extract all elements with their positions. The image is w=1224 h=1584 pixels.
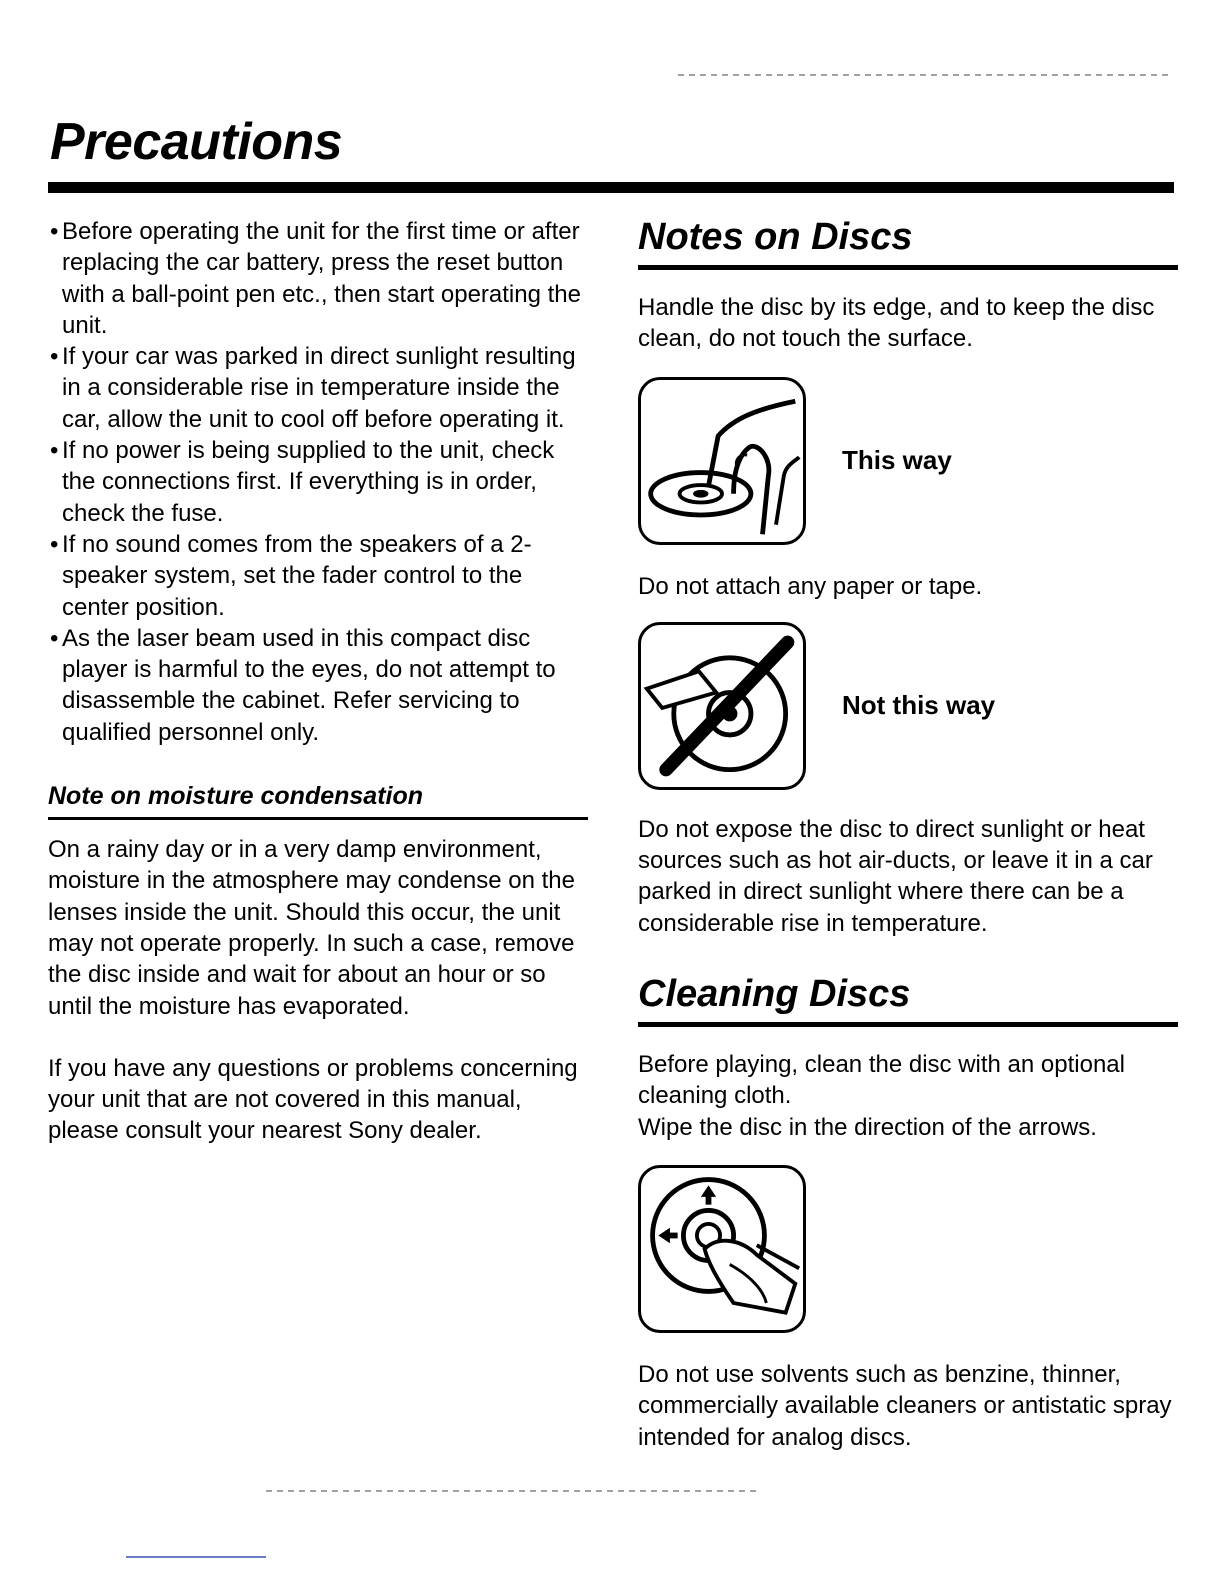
left-column [48,216,588,1147]
figure-row-not-this-way [638,622,1178,790]
not-this-way-caption: Not this way [842,690,996,721]
title-rule [48,182,1174,193]
wipe-disc-arrows-icon [641,1168,803,1330]
moisture-body: On a rainy day or in a very damp environment, moisture in the atmosphere may condense on the lenses inside the unit. Should this occur, the unit may not operate properly. In such a case, remove the disc inside and wait for about an hour or so until the moisture has evaporated. [48,836,575,1020]
right-column [638,216,1178,1453]
disc-handling-illustration [638,377,806,545]
moisture-heading: Note on moisture condensation [48,782,588,820]
scan-artifact-top [678,74,1172,76]
solvents-note: Do not use solvents such as benzine, thinner, commercially available cleaners or antistatic spray intended for analog discs. [638,1360,1172,1451]
sunlight-note: Do not expose the disc to direct sunlight or heat sources such as hot air-ducts, or leave it in a car parked in direct sunlight where there can be a considerable rise in temperature. [638,815,1153,937]
disc-with-tape-illustration [638,622,806,790]
cleaning-instruction: Before playing, clean the disc with an optional cleaning cloth. [638,1051,1125,1110]
list-item: • If your car was parked in direct sunlight resulting in a considerable rise in temperature inside the car, allow the unit to cool off before operating it. [48,341,588,435]
notes-on-discs-heading: Notes on Discs [638,216,1178,270]
handle-disc-note: Handle the disc by its edge, and to keep the disc clean, do not touch the surface. [638,294,1155,353]
contact-note: If you have any questions or problems concerning your unit that are not covered in this manual, please consult your nearest Sony dealer. [48,1054,578,1145]
scan-artifact-bottom-left [126,1556,266,1558]
disc-cleaning-illustration [638,1165,806,1333]
figure-row-cleaning [638,1165,1178,1333]
this-way-caption: This way [842,445,952,476]
list-item: • If no power is being supplied to the unit, check the connections first. If everything is in order, check the fuse. [48,435,588,529]
figure-row-this-way [638,377,1178,545]
page-title: Precautions [50,113,343,171]
list-item: • As the laser beam used in this compact disc player is harmful to the eyes, do not attempt to disassemble the cabinet. Refer servicing to qualified personnel only. [48,623,588,748]
wipe-direction-note: Wipe the disc in the direction of the arrows. [638,1113,1097,1141]
tape-note: Do not attach any paper or tape. [638,572,983,600]
list-item: • Before operating the unit for the first time or after replacing the car battery, press the reset button with a ball-point pen etc., then start operating the unit. [48,216,588,341]
prohibited-tape-icon [641,625,803,787]
cleaning-discs-heading: Cleaning Discs [638,973,1178,1027]
precautions-list [48,216,588,748]
scan-artifact-bottom [266,1490,760,1492]
list-item: • If no sound comes from the speakers of a 2-speaker system, set the fader control to the center position. [48,529,588,623]
hand-holding-disc-icon [641,380,803,542]
